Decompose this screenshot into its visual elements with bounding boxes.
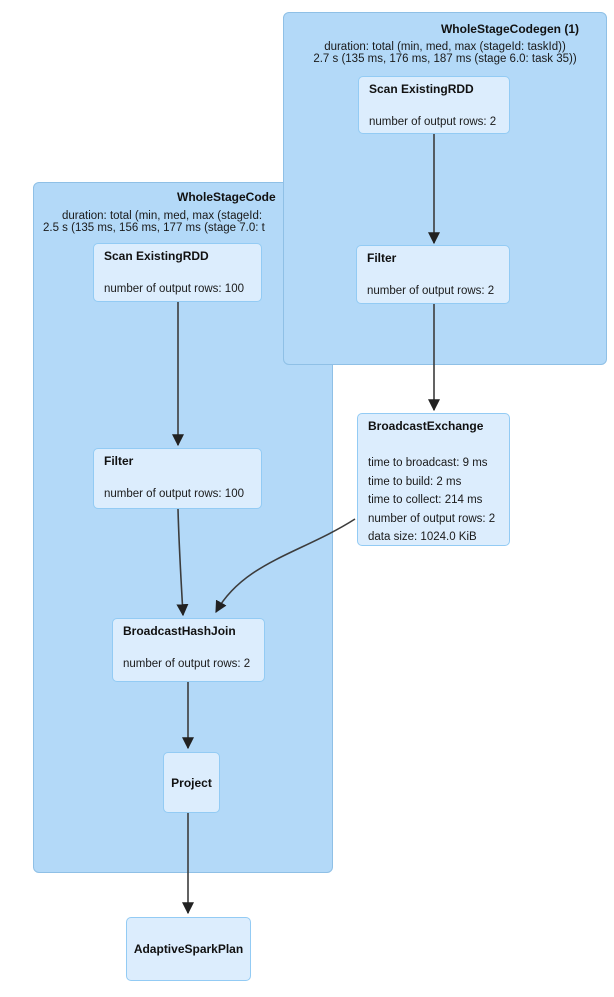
cluster-duration-line1: duration: total (min, med, max (stageId: [62, 210, 263, 222]
node-metric: number of output rows: 100 [104, 283, 244, 295]
node-title: Scan ExistingRDD [104, 249, 209, 263]
node-filter-1[interactable] [356, 245, 510, 304]
node-metric: data size: 1024.0 KiB [368, 531, 477, 543]
cluster-title: WholeStageCodegen (1) [440, 22, 579, 36]
node-metric: number of output rows: 100 [104, 488, 244, 500]
node-scan-existingrdd-2[interactable] [93, 243, 262, 302]
node-title: Project [171, 775, 212, 790]
cluster-wholestagecodegen-1[interactable] [283, 12, 607, 365]
node-broadcasthashjoin[interactable] [112, 618, 265, 682]
cluster-duration-line2: 2.7 s (135 ms, 176 ms, 187 ms (stage 6.0: task 35)) [313, 53, 577, 65]
node-metric: number of output rows: 2 [367, 285, 495, 297]
node-title: BroadcastHashJoin [123, 624, 236, 638]
node-metric: number of output rows: 2 [368, 512, 496, 525]
node-adaptivesparkplan[interactable] [126, 917, 251, 981]
node-project[interactable] [163, 752, 220, 813]
node-metric: time to broadcast: 9 ms [368, 457, 488, 469]
node-metric: number of output rows: 2 [123, 658, 251, 670]
node-title: BroadcastExchange [368, 419, 484, 433]
node-metric-list [368, 454, 499, 547]
node-title: Scan ExistingRDD [369, 82, 474, 96]
node-title: Filter [367, 251, 397, 265]
node-metric: time to collect: 214 ms [368, 494, 483, 506]
node-title: Filter [104, 454, 134, 468]
node-metric: number of output rows: 2 [369, 116, 497, 128]
cluster-title: WholeStageCode [177, 190, 276, 204]
node-metric: time to build: 2 ms [368, 475, 462, 488]
node-title: AdaptiveSparkPlan [133, 942, 244, 956]
node-broadcastexchange[interactable] [357, 413, 510, 546]
node-filter-2[interactable] [93, 448, 262, 509]
node-scan-existingrdd-1[interactable] [358, 76, 510, 134]
cluster-duration-line1: duration: total (min, med, max (stageId: taskId)) [324, 41, 566, 53]
cluster-duration-line2: 2.5 s (135 ms, 156 ms, 177 ms (stage 7.0: t [43, 222, 265, 234]
